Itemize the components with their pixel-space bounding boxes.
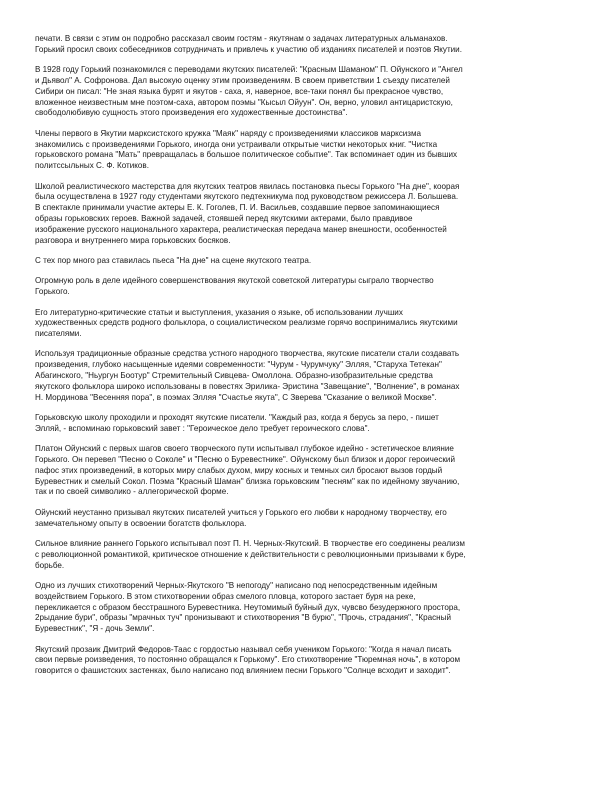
paragraph-13: Одно из лучших стихотворений Черных-Якутского "В непогоду" написано под непосредственным идейным воздействием Горького. В этом стихотворении образ смелого пловца, которого застает буря на реке, перекликается с образом бесстрашного Буревестника. Неутомимый буйный дух, чувсво безудержного простора, 2рыдание бури", образы "мрачных туч" пронизывают и стихотворения "В бурю", "Прочь, страдания", "Красный Буревестник", "Я - дочь Земли". [35, 581, 461, 634]
paragraph-14: Якутский прозаик Дмитрий Федоров-Таас с гордостью называл себя учеником Горького: "Когда я начал писать свои первые роизведения, то постоянно обращался к Горькому". Его стихотворение "Тюремная ночь", в котором говорится о фашистских застенках, было написано под влиянием песни Горького "Солнце всходит и заходит". [35, 644, 461, 676]
paragraph-1: печати. В связи с этим он подробно рассказал своим гостям - якутянам о задачах литературных альманахов. Горький просил своих собеседников сотрудничать и привлечь к участию об изданиях писателей и поэтов Якутии. [35, 34, 462, 54]
paragraph-5: С тех пор много раз ставилась пьеса "На дне" на сцене якутского театра. [35, 255, 312, 265]
paragraph-9: Горьковскую школу проходили и проходят якутские писатели. "Каждый раз, когда я берусь за перо, - пишет Элляй, - вспоминаю горьковский завет : "Героическое дело требует героического слова". [35, 413, 439, 433]
paragraph-12: Сильное влияние раннего Горького испытывал поэт П. Н. Черных-Якутский. В творчестве его соединены реализм с революционной романтикой, критическое отношение к действительности с революционными призывами к буре, борьбе. [35, 539, 466, 570]
paragraph-2: В 1928 году Горький познакомился с переводами якутских писателей: "Красным Шаманом" П. Ойунского и "Ангел и Дьявол" А. Софронова. Дал высокую оценку этим произведениям. В своем приветствии 1 съезду писателей Сибири он писал: "Не зная языка бурят и якутов - саха, я, наверное, все-таки понял бы прекрасное чувство, вложенное неизвестным мне поэтом-саха, автором поэмы "Кысыл Ойуун". Он, верно, уловил антицаристскую, свободолюбивую сущность этого произведения его художественные достоинства". [35, 65, 463, 118]
paragraph-6: Огромную роль в деле идейного совершенствования якутской советской литературы сыграло творчество Горького. [35, 276, 434, 297]
paragraph-7: Его литературно-критические статьи и выступления, указания о языке, об использовании лучших художественных средств родного фольклора, о социалистическом реализме горячо воспринимались якутскими писателями. [35, 307, 458, 339]
paragraph-8: Используя традиционные образные средства устного народного творчества, якутские писатели стали создавать произведения, глубоко насыщенные идеями современности: "Чурум - Чурумчуку" Элляя, "Старуха Тетекан" Абагинского, "Ньургун Боотур" Стремительный Сивцева- Омоллона. Образно-изобразительные средства якутского фольклора широко использованы в повестях Эрилика- Эристина "Завещание", "Волнение", в романах Н. Мординова "Весенняя пора", в поэмах Элляя "Счастье якута", С Зверева "Сказание о великой Москве". [35, 349, 460, 402]
paragraph-11: Ойунский неустанно призывал якутских писателей учиться у Горького его любви к народному творчеству, его замечательному опыту в освоении богатств фольклора. [35, 507, 447, 528]
document-body [35, 34, 580, 687]
paragraph-3: Члены первого в Якутии марксистского кружка "Маяк" наряду с произведениями классиков марксизма знакомились с произведениями Горького, иногда они устраивали открытые чистки некоторых книг. "Чистка горьковского романа "Мать" превращалась в большое политическое событие". Так вспоминает один из бывших политссыльных С. Ф. Котиков. [35, 128, 458, 171]
paragraph-4: Школой реалистического мастерства для якутских театров явилась постановка пьесы Горького "На дне", коорая была осуществлена в 1927 году студентами якутского педтехникума под руководством режиссера Л. Большева. В спектакле принимали участие актеры Е. К. Гоголев, П. И. Васильев, создавшие первое запоминающиеся образы горьковских героев. Важной задачей, стоявшей перед якутскими актерами, было правдивое изображение русского национального характера, реалистическая передача манер внешности, особенностей разговора и внутреннего мира горьковских босяков. [35, 181, 460, 245]
paragraph-10: Платон Ойунский с первых шагов своего творческого пути испытывал глубокое идейно - эстетическое влияние Горького. Он перевел "Песню о Соколе" и "Песню о Буревестнике". Ойунскому был близок и дорог героический пафос этих произведений, в которых миру слабых духом, миру косных и темных сил бросают вызов гордый Буревестник и смелый Сокол. Поэма "Красный Шаман" близка горьковским "песням" как по идейному звучанию, так и по своей символико - аллегорической форме. [35, 444, 460, 497]
